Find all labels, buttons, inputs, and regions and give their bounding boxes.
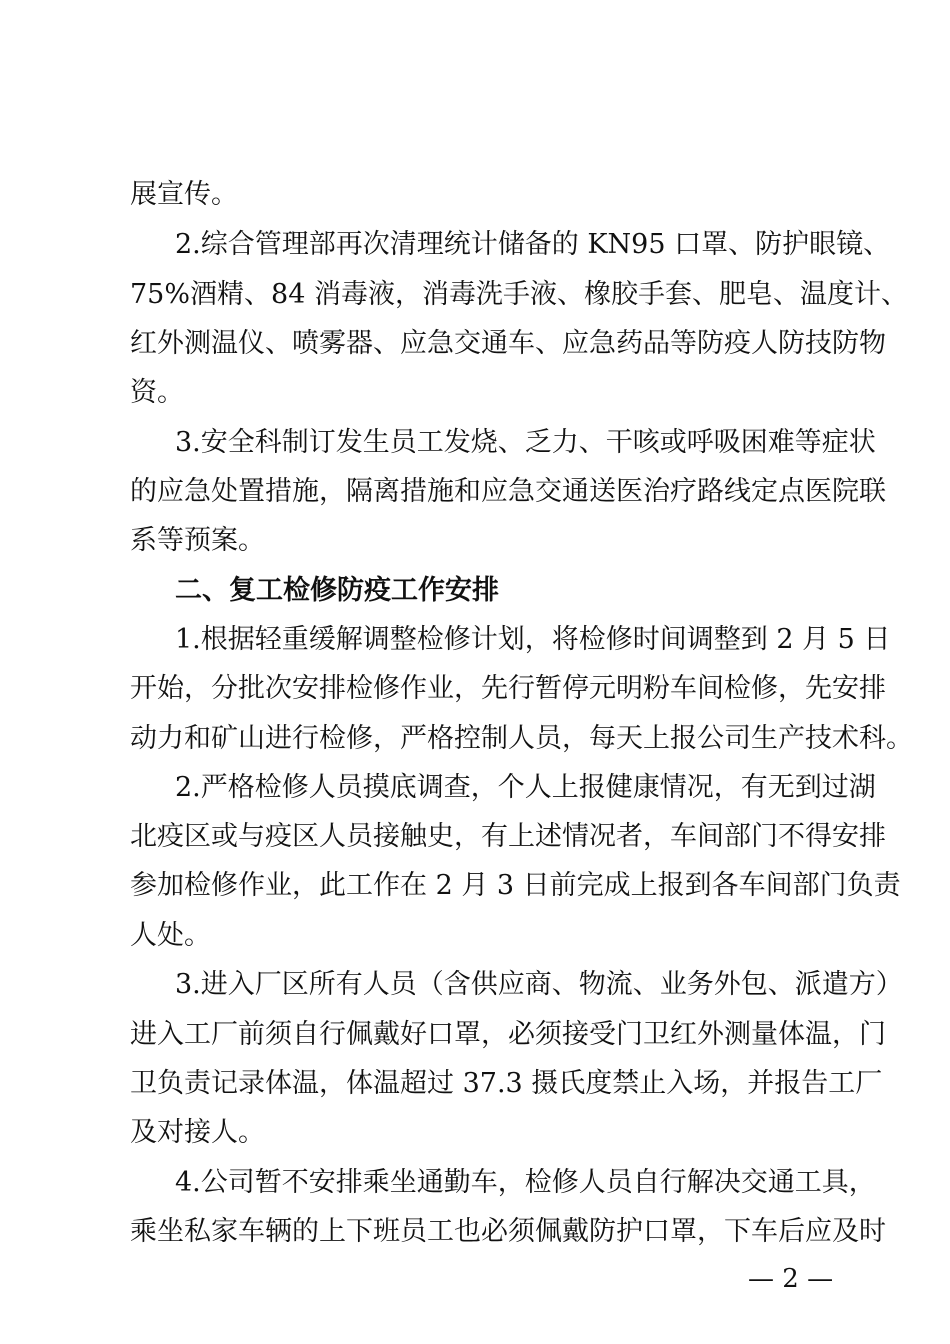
page-number: — 2 — (748, 1264, 834, 1294)
paragraph-line: 2.严格检修人员摸底调查，个人上报健康情况，有无到过湖 (175, 772, 876, 803)
paragraph-line: 红外测温仪、喷雾器、应急交通车、应急药品等防疫人防技防物 (130, 328, 886, 359)
paragraph-line: 北疫区或与疫区人员接触史，有上述情况者，车间部门不得安排 (130, 821, 886, 852)
paragraph-line: 动力和矿山进行检修，严格控制人员，每天上报公司生产技术科。 (130, 723, 913, 754)
paragraph-line: 及对接人。 (130, 1117, 265, 1148)
paragraph-line: 人处。 (130, 920, 211, 951)
paragraph-line: 乘坐私家车辆的上下班员工也必须佩戴防护口罩，下车后应及时 (130, 1216, 886, 1247)
paragraph-line: 3.进入厂区所有人员（含供应商、物流、业务外包、派遣方） (175, 969, 903, 1000)
section-heading: 二、复工检修防疫工作安排 (175, 575, 499, 606)
paragraph-line: 卫负责记录体温，体温超过 37.3 摄氏度禁止入场，并报告工厂 (130, 1068, 883, 1099)
paragraph-line: 3.安全科制订发生员工发烧、乏力、干咳或呼吸困难等症状 (175, 427, 876, 458)
paragraph-line: 75%酒精、84 消毒液，消毒洗手液、橡胶手套、肥皂、温度计、 (130, 279, 908, 310)
paragraph-line: 开始，分批次安排检修作业，先行暂停元明粉车间检修，先安排 (130, 673, 886, 704)
paragraph-line: 2.综合管理部再次清理统计储备的 KN95 口罩、防护眼镜、 (175, 229, 891, 260)
paragraph-line: 4.公司暂不安排乘坐通勤车，检修人员自行解决交通工具， (175, 1167, 876, 1198)
paragraph-line: 1.根据轻重缓解调整检修计划，将检修时间调整到 2 月 5 日 (175, 624, 891, 655)
paragraph-line: 进入工厂前须自行佩戴好口罩，必须接受门卫红外测量体温，门 (130, 1019, 886, 1050)
paragraph-line: 的应急处置措施，隔离措施和应急交通送医治疗路线定点医院联 (130, 476, 886, 507)
paragraph-line: 参加检修作业，此工作在 2 月 3 日前完成上报到各车间部门负责 (130, 870, 901, 901)
paragraph-line: 系等预案。 (130, 525, 265, 556)
paragraph-line: 展宣传。 (130, 179, 238, 210)
paragraph-line: 资。 (130, 377, 184, 408)
